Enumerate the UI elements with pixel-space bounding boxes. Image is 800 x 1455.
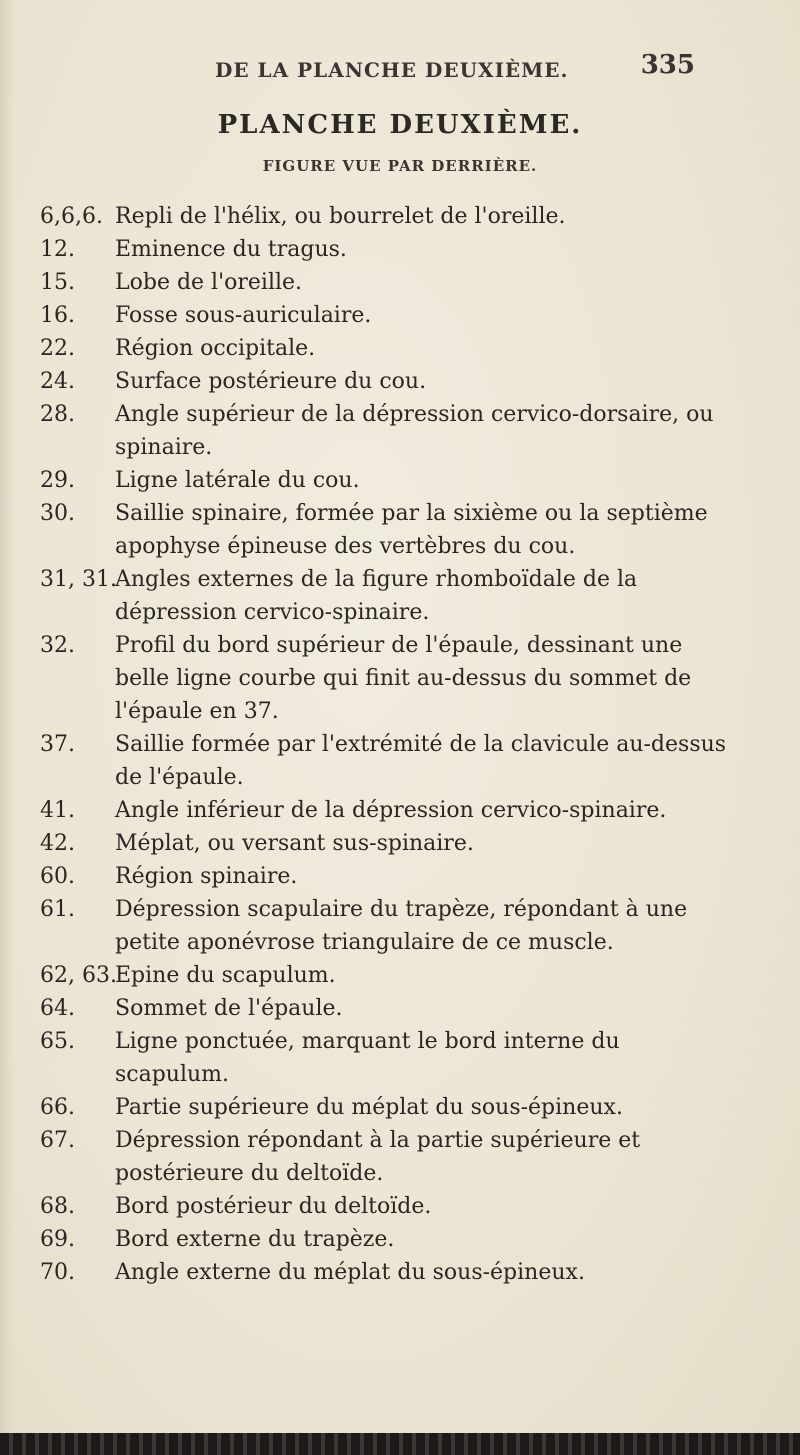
legend-entry (40, 1124, 740, 1190)
entry-description: Fosse sous-auriculaire. (115, 303, 372, 328)
entry-number: 28. (40, 402, 75, 427)
entry-description: Région occipitale. (115, 336, 316, 361)
entry-description: Angles externes de la figure rhomboïdale de la dépression cervico-spinaire. (115, 567, 638, 625)
legend-list (40, 200, 740, 1289)
legend-entry (40, 893, 740, 959)
entry-description: Angle supérieur de la dépression cervico-dorsaire, ou spinaire. (115, 402, 714, 460)
legend-entry (40, 266, 740, 299)
entry-description: Bord postérieur du deltoïde. (115, 1194, 432, 1219)
entry-number: 67. (40, 1128, 75, 1153)
entry-number: 24. (40, 369, 75, 394)
entry-number: 32. (40, 633, 75, 658)
entry-description: Saillie formée par l'extrémité de la clavicule au-dessus de l'épaule. (115, 732, 727, 790)
legend-entry (40, 464, 740, 497)
entry-number: 37. (40, 732, 75, 757)
legend-entry (40, 1223, 740, 1256)
entry-description: Méplat, ou versant sus-spinaire. (115, 831, 474, 856)
legend-entry (40, 860, 740, 893)
legend-entry (40, 1091, 740, 1124)
entry-description: Région spinaire. (115, 864, 298, 889)
page-number: 335 (640, 50, 695, 80)
entry-description: Dépression scapulaire du trapèze, répondant à une petite aponévrose triangulaire de ce muscle. (115, 897, 688, 955)
legend-entry (40, 365, 740, 398)
entry-description: Profil du bord supérieur de l'épaule, dessinant une belle ligne courbe qui finit au-dessus du sommet de l'épaule en 37. (115, 633, 692, 724)
entry-description: Saillie spinaire, formée par la sixième ou la septième apophyse épineuse des vertèbres du cou. (115, 501, 708, 559)
entry-number: 61. (40, 897, 75, 922)
plate-title: PLANCHE DEUXIÈME. (217, 110, 583, 140)
entry-number: 66. (40, 1095, 75, 1120)
entry-number: 60. (40, 864, 75, 889)
entry-number: 65. (40, 1029, 75, 1054)
entry-number: 42. (40, 831, 75, 856)
entry-number: 16. (40, 303, 75, 328)
legend-entry (40, 563, 740, 629)
entry-description: Ligne latérale du cou. (115, 468, 360, 493)
entry-number: 29. (40, 468, 75, 493)
entry-number: 12. (40, 237, 75, 262)
legend-entry (40, 332, 740, 365)
legend-entry (40, 794, 740, 827)
plate-subtitle: FIGURE VUE PAR DERRIÈRE. (262, 157, 538, 175)
entry-number: 62, 63. (40, 963, 117, 988)
legend-entry (40, 959, 740, 992)
entry-description: Eminence du tragus. (115, 237, 347, 262)
entry-number: 69. (40, 1227, 75, 1252)
legend-entry (40, 1190, 740, 1223)
entry-description: Bord externe du trapèze. (115, 1227, 395, 1252)
entry-description: Angle inférieur de la dépression cervico-spinaire. (115, 798, 667, 823)
entry-number: 70. (40, 1260, 75, 1285)
entry-description: Ligne ponctuée, marquant le bord interne du scapulum. (115, 1029, 620, 1087)
entry-number: 6,6,6. (40, 204, 103, 229)
entry-description: Repli de l'hélix, ou bourrelet de l'oreille. (115, 204, 566, 229)
legend-entry (40, 1256, 740, 1289)
entry-description: Dépression répondant à la partie supérieure et postérieure du deltoïde. (115, 1128, 641, 1186)
legend-entry (40, 629, 740, 728)
entry-description: Lobe de l'oreille. (115, 270, 303, 295)
page-bottom-edge (0, 1433, 800, 1455)
legend-entry (40, 233, 740, 266)
legend-entry (40, 200, 740, 233)
legend-entry (40, 299, 740, 332)
page-gutter-shadow (0, 0, 14, 1455)
entry-number: 41. (40, 798, 75, 823)
entry-description: Epine du scapulum. (115, 963, 336, 988)
entry-description: Partie supérieure du méplat du sous-épineux. (115, 1095, 623, 1120)
entry-description: Angle externe du méplat du sous-épineux. (115, 1260, 585, 1285)
entry-description: Surface postérieure du cou. (115, 369, 427, 394)
legend-entry (40, 398, 740, 464)
entry-number: 31, 31. (40, 567, 117, 592)
entry-description: Sommet de l'épaule. (115, 996, 343, 1021)
running-head: DE LA PLANCHE DEUXIÈME. (215, 58, 569, 82)
entry-number: 30. (40, 501, 75, 526)
entry-number: 15. (40, 270, 75, 295)
entry-number: 64. (40, 996, 75, 1021)
legend-entry (40, 827, 740, 860)
legend-entry (40, 728, 740, 794)
legend-entry (40, 1025, 740, 1091)
entry-number: 68. (40, 1194, 75, 1219)
entry-number: 22. (40, 336, 75, 361)
legend-entry (40, 497, 740, 563)
legend-entry (40, 992, 740, 1025)
